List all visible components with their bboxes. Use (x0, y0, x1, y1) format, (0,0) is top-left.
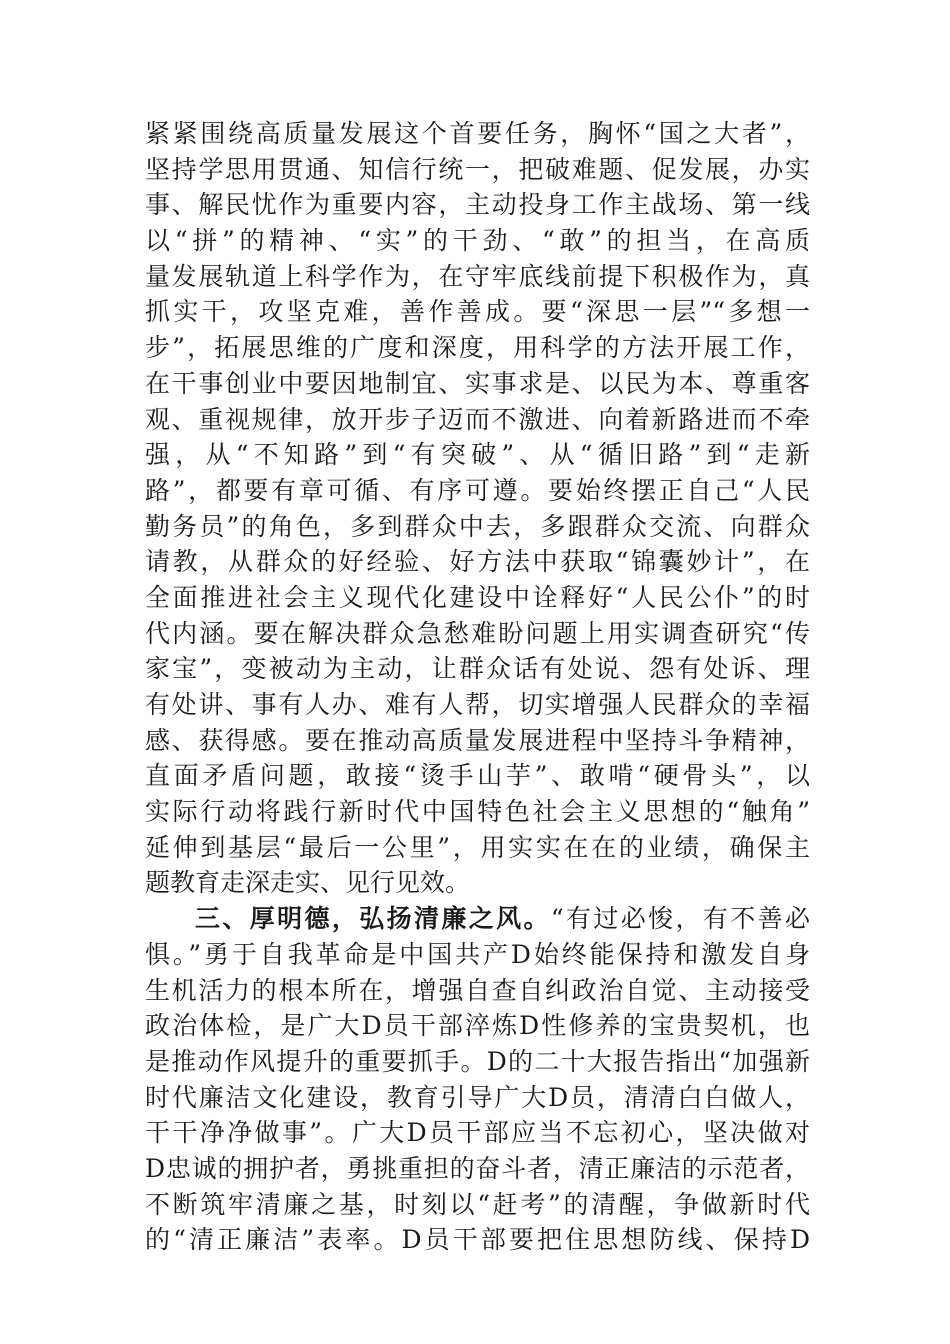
text-line: 在干事创业中要因地制宜、实事求是、以民为本、尊重客 (145, 368, 810, 398)
quote-start: “有过必悛，有不善必 (550, 904, 810, 934)
text-line: 题教育走深走实、见行见效。 (145, 868, 471, 898)
text-line: 抓实干，攻坚克难，善作善成。要“深思一层”“多想一 (145, 297, 810, 327)
text-line: 不断筑牢清廉之基，时刻以“赶考”的清醒，争做新时代 (145, 1189, 810, 1219)
text-line: 有处讲、事有人办、难有人帮，切实增强人民群众的幸福 (145, 690, 810, 719)
text-line: 政治体检，是广大D员干部淬炼D性修养的宝贵契机，也 (145, 1011, 810, 1041)
text-line: 代内涵。要在解决群众急愁难盼问题上用实调查研究“传 (145, 618, 810, 648)
text-line: 以“拼”的精神、“实”的干劲、“敢”的担当，在高质 (145, 226, 810, 256)
text-line: 是推动作风提升的重要抓手。D的二十大报告指出“加强新 (145, 1046, 810, 1076)
text-line: 惧。”勇于自我革命是中国共产D始终能保持和激发自身 (145, 939, 810, 969)
text-line: 坚持学思用贯通、知信行统一，把破难题、促发展，办实 (145, 154, 810, 184)
text-line: 紧紧围绕高质量发展这个首要任务，胸怀“国之大者”， (145, 119, 810, 148)
text-line: 量发展轨道上科学作为，在守牢底线前提下积极作为，真 (145, 261, 810, 291)
paragraph-2 (145, 901, 810, 1258)
text-line: 生机活力的根本所在，增强自查自纠政治自觉、主动接受 (145, 975, 810, 1005)
text-line: 全面推进社会主义现代化建设中诠释好“人民公仆”的时 (145, 582, 810, 612)
text-line: 请教，从群众的好经验、好方法中获取“锦囊妙计”，在 (145, 547, 810, 577)
text-line: 感、获得感。要在推动高质量发展进程中坚持斗争精神， (145, 725, 810, 755)
text-line: 勤务员”的角色，多到群众中去，多跟群众交流、向群众 (145, 511, 810, 541)
text-line: 时代廉洁文化建设，教育引导广大D员，清清白白做人， (145, 1082, 810, 1112)
text-line: 实际行动将践行新时代中国特色社会主义思想的“触角” (145, 797, 810, 827)
text-line: 路”，都要有章可循、有序可遵。要始终摆正自己“人民 (145, 475, 810, 505)
paragraph-1 (145, 116, 810, 901)
text-line: 延伸到基层“最后一公里”，用实实在在的业绩，确保主 (145, 832, 810, 862)
text-line: D忠诚的拥护者，勇挑重担的奋斗者，清正廉洁的示范者， (145, 1153, 810, 1183)
text-line: 事、解民忧作为重要内容，主动投身工作主战场、第一线 (145, 190, 810, 220)
text-line: 干干净净做事”。广大D员干部应当不忘初心，坚决做对 (145, 1118, 810, 1148)
text-line: 家宝”，变被动为主动，让群众话有处说、怨有处诉、理 (145, 654, 810, 684)
text-line: 直面矛盾问题，敢接“烫手山芋”、敢啃“硬骨头”，以 (145, 761, 810, 791)
text-line: 的“清正廉洁”表率。D员干部要把住思想防线、保持D (145, 1225, 810, 1255)
section-heading: 三、厚明德，弘扬清廉之风。 (195, 904, 551, 934)
text-line: 步”，拓展思维的广度和深度，用科学的方法开展工作， (145, 333, 810, 363)
document-body (145, 116, 810, 1258)
paragraph-2-first-line (145, 901, 810, 937)
text-line: 观、重视规律，放开步子迈而不激进、向着新路进而不牵 (145, 404, 810, 434)
text-line: 强，从“不知路”到“有突破”、从“循旧路”到“走新 (145, 440, 810, 470)
